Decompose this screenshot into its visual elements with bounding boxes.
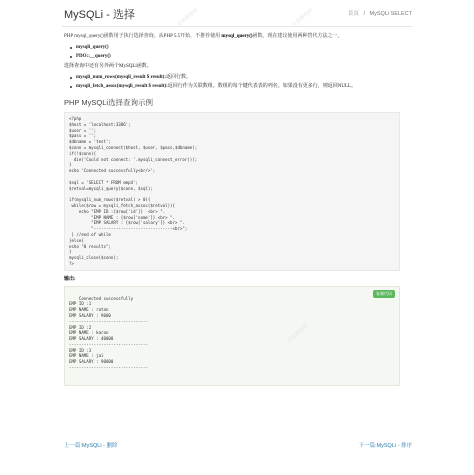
intro-paragraph	[64, 33, 412, 40]
intro-bold: mysql_query()	[221, 34, 253, 39]
output-text: Connected successfully EMP ID :1 EMP NAME : ratan EMP SALARY : 9000 -------------------------------- EMP ID :2 EMP NAME : karan EMP SALARY : 40000 -------------------------------- EMP ID :3 EMP NAME : jai EMP SALARY : 90000 --------------------------------	[69, 295, 148, 371]
footer-nav	[62, 441, 412, 451]
copy-code-button[interactable]: 复制代码	[373, 290, 395, 298]
code-block: <?php $host = 'localhost:3306'; $user = ''; $pass = ''; $dbname = 'test'; $conn = mysqli_connect($host, $user, $pass,$dbname); if(!$conn){ die('Could not connect: '.mysqli_connect_error()); } echo 'Connected successfully<br/>'; $sql = 'SELECT * FROM emp4'; $retval=mysqli_query($conn, $sql); if(mysqli_num_rows($retval) > 0){ while($row = mysqli_fetch_assoc($retval)){ echo "EMP ID :{$row['id']} <br> ". "EMP NAME : {$row['name']} <br> ". "EMP SALARY : {$row['salary']} <br> ". "--------------------------------<br>"; } //end of while }else{ echo "0 results"; } mysqli_close($conn); ?>	[64, 112, 400, 271]
breadcrumb-current: MySQLi SELECT	[369, 11, 412, 17]
next-article-link[interactable]: 下一篇:MySQLi - 排序	[358, 443, 412, 449]
output-label: 输出:	[64, 276, 76, 282]
breadcrumb	[345, 9, 412, 17]
section-title: PHP MySQLi选择查询示例	[64, 98, 154, 107]
watermark: 无忧教程网	[291, 7, 315, 29]
article	[62, 4, 412, 386]
intro-text-after: 函数。现在建议使用两种替代方法之一。	[252, 34, 343, 39]
watermark: 无忧教程网	[176, 7, 200, 29]
function-list	[62, 43, 412, 61]
list-item: mysqli_num_rows(mysqli_result $ result):返回行数。	[70, 73, 412, 82]
header	[62, 4, 412, 27]
function-list-2	[62, 73, 412, 91]
intro-text: PHP mysql_query()函数用于执行选择查询。从PHP 5.5开始，不推荐使用	[64, 34, 222, 39]
breadcrumb-separator: /	[363, 11, 365, 17]
page-title: MySQLi - 选择	[64, 9, 135, 21]
output-block	[64, 286, 400, 387]
breadcrumb-home-link[interactable]: 首页	[347, 11, 359, 17]
prev-article-link[interactable]: 上一篇:MySQLi - 删除	[64, 443, 118, 449]
list-item: mysqli_fetch_assoc(mysqli_result $ result):返回行作为关联数组。数组的每个键代表表的列名。如果没有更多行，则返回NULL。	[70, 82, 412, 91]
watermark: 无忧教程网	[286, 323, 310, 345]
list-item: mysqli_query()	[70, 43, 412, 52]
list-item: PDO::__query()	[70, 52, 412, 61]
paragraph: 选择查询中还有另外两个MySQLi函数。	[64, 64, 152, 69]
